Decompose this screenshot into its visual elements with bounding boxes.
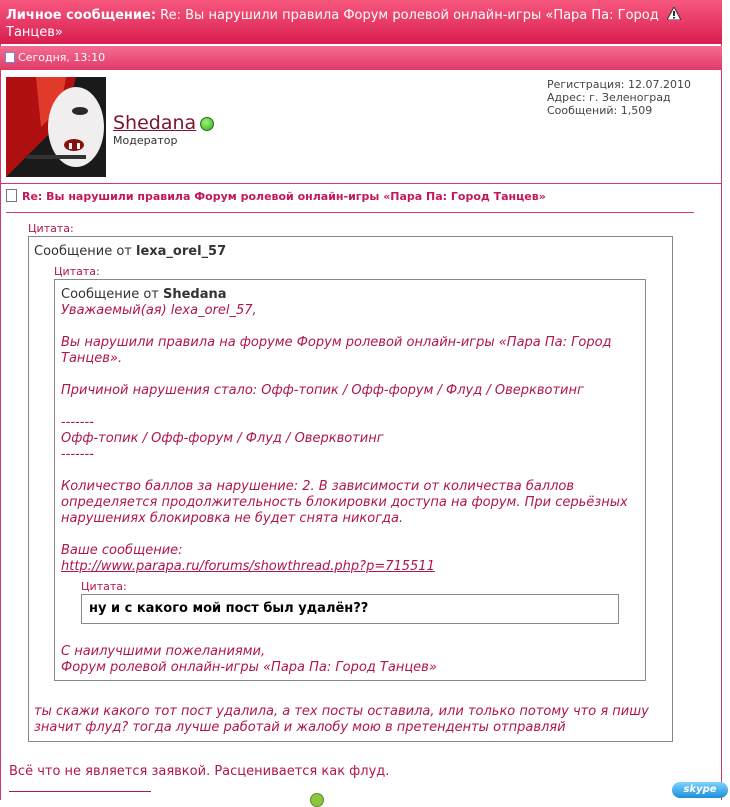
inner-quote-line: ------- — [61, 447, 94, 462]
user-stats — [547, 78, 691, 117]
quote-label: Цитата: — [54, 265, 100, 278]
post-icon — [5, 52, 15, 63]
quote-label: Цитата: — [81, 580, 127, 593]
inner-quote-author — [61, 287, 227, 302]
quote-label: Цитата: — [28, 222, 74, 235]
stat-registration: Регистрация: 12.07.2010 — [547, 78, 691, 91]
inner-quote-line: определяется продолжительность блокировки доступа на форум. При серьёзных — [61, 495, 628, 510]
warning-icon[interactable] — [667, 7, 681, 20]
inner-quote-line: Уважаемый(ая) lexa_orel_57, — [61, 303, 257, 318]
blank-line — [61, 399, 628, 415]
blank-line — [61, 527, 628, 543]
signature: Всё что не является заявкой. Расценивается как флуд. — [9, 764, 390, 779]
outer-quote-from-prefix: Сообщение от — [34, 244, 132, 259]
reply-line: ты скажи какого тот пост удалила, а тех посты оставила, или только потому что я пишу — [34, 704, 649, 719]
inner-quote-line: Ваше сообщение: — [61, 543, 183, 558]
message-subject — [6, 189, 546, 203]
stat-address: Адрес: г. Зеленоград — [547, 91, 671, 104]
inner-quote-line: Причиной нарушения стало: Офф-топик / Офф-форум / Флуд / Оверквотинг — [61, 383, 584, 398]
skype-button[interactable]: skype — [672, 782, 728, 798]
closing-line: Форум ролевой онлайн-игры «Пара Па: Город Танцев» — [61, 660, 437, 675]
document-icon — [6, 189, 17, 202]
divider — [6, 212, 694, 213]
outer-quote-from-user: lexa_orel_57 — [136, 244, 227, 259]
username-link[interactable]: Shedana — [113, 112, 197, 134]
inner-quote-line: Количество баллов за нарушение: 2. В зависимости от количества баллов — [61, 479, 575, 494]
inner-quote-from-prefix: Сообщение от — [61, 287, 159, 302]
avatar[interactable] — [6, 77, 106, 177]
blank-line — [61, 463, 628, 479]
closing-line: С наилучшими пожеланиями, — [61, 644, 266, 659]
thread-link[interactable]: http://www.parapa.ru/forums/showthread.php?p=715511 — [61, 559, 435, 574]
blank-line — [61, 319, 628, 335]
inner-quote-from-user: Shedana — [163, 287, 227, 302]
inner-quote-body — [61, 303, 628, 575]
reply-line: значит флуд? тогда лучше работай и жалобу мою в претенденты отправляй — [34, 720, 566, 735]
message-title-bar — [0, 0, 722, 44]
blank-line — [61, 367, 628, 383]
title-text-line2: Танцев» — [6, 25, 63, 40]
inner-quote-closing — [61, 644, 437, 676]
subject-text: Re: Вы нарушили правила Форум ролевой онлайн-игры «Пара Па: Город Танцев» — [22, 190, 546, 203]
avatar-image — [6, 77, 106, 177]
title-prefix: Личное сообщение: — [6, 8, 157, 23]
outer-quote-author — [34, 244, 226, 259]
inner-quote-line: нарушениях блокировка не будет снята никогда. — [61, 511, 404, 526]
inner-quote-line: ------- — [61, 415, 94, 430]
inner-quote-line: Вы нарушили правила на форуме Форум ролевой онлайн-игры «Пара Па: Город — [61, 335, 612, 350]
signature-divider — [9, 791, 151, 792]
stat-posts: Сообщений: 1,509 — [547, 104, 653, 117]
user-title: Модератор — [113, 134, 178, 147]
post-date: Сегодня, 13:10 — [18, 51, 106, 64]
inner-quote-line: Офф-топик / Офф-форум / Флуд / Оверквотинг — [61, 431, 384, 446]
smiley-icon — [310, 793, 324, 807]
title-text-line1: Re: Вы нарушили правила Форум ролевой онлайн-игры «Пара Па: Город — [160, 8, 659, 23]
outer-quote-reply — [34, 704, 649, 736]
user-info — [0, 72, 722, 184]
nested-quote-text: ну и с какого мой пост был удалён?? — [89, 601, 369, 616]
inner-quote-line: Танцев». — [61, 351, 123, 366]
post-date-bar — [0, 46, 722, 70]
online-status-icon — [200, 117, 214, 131]
